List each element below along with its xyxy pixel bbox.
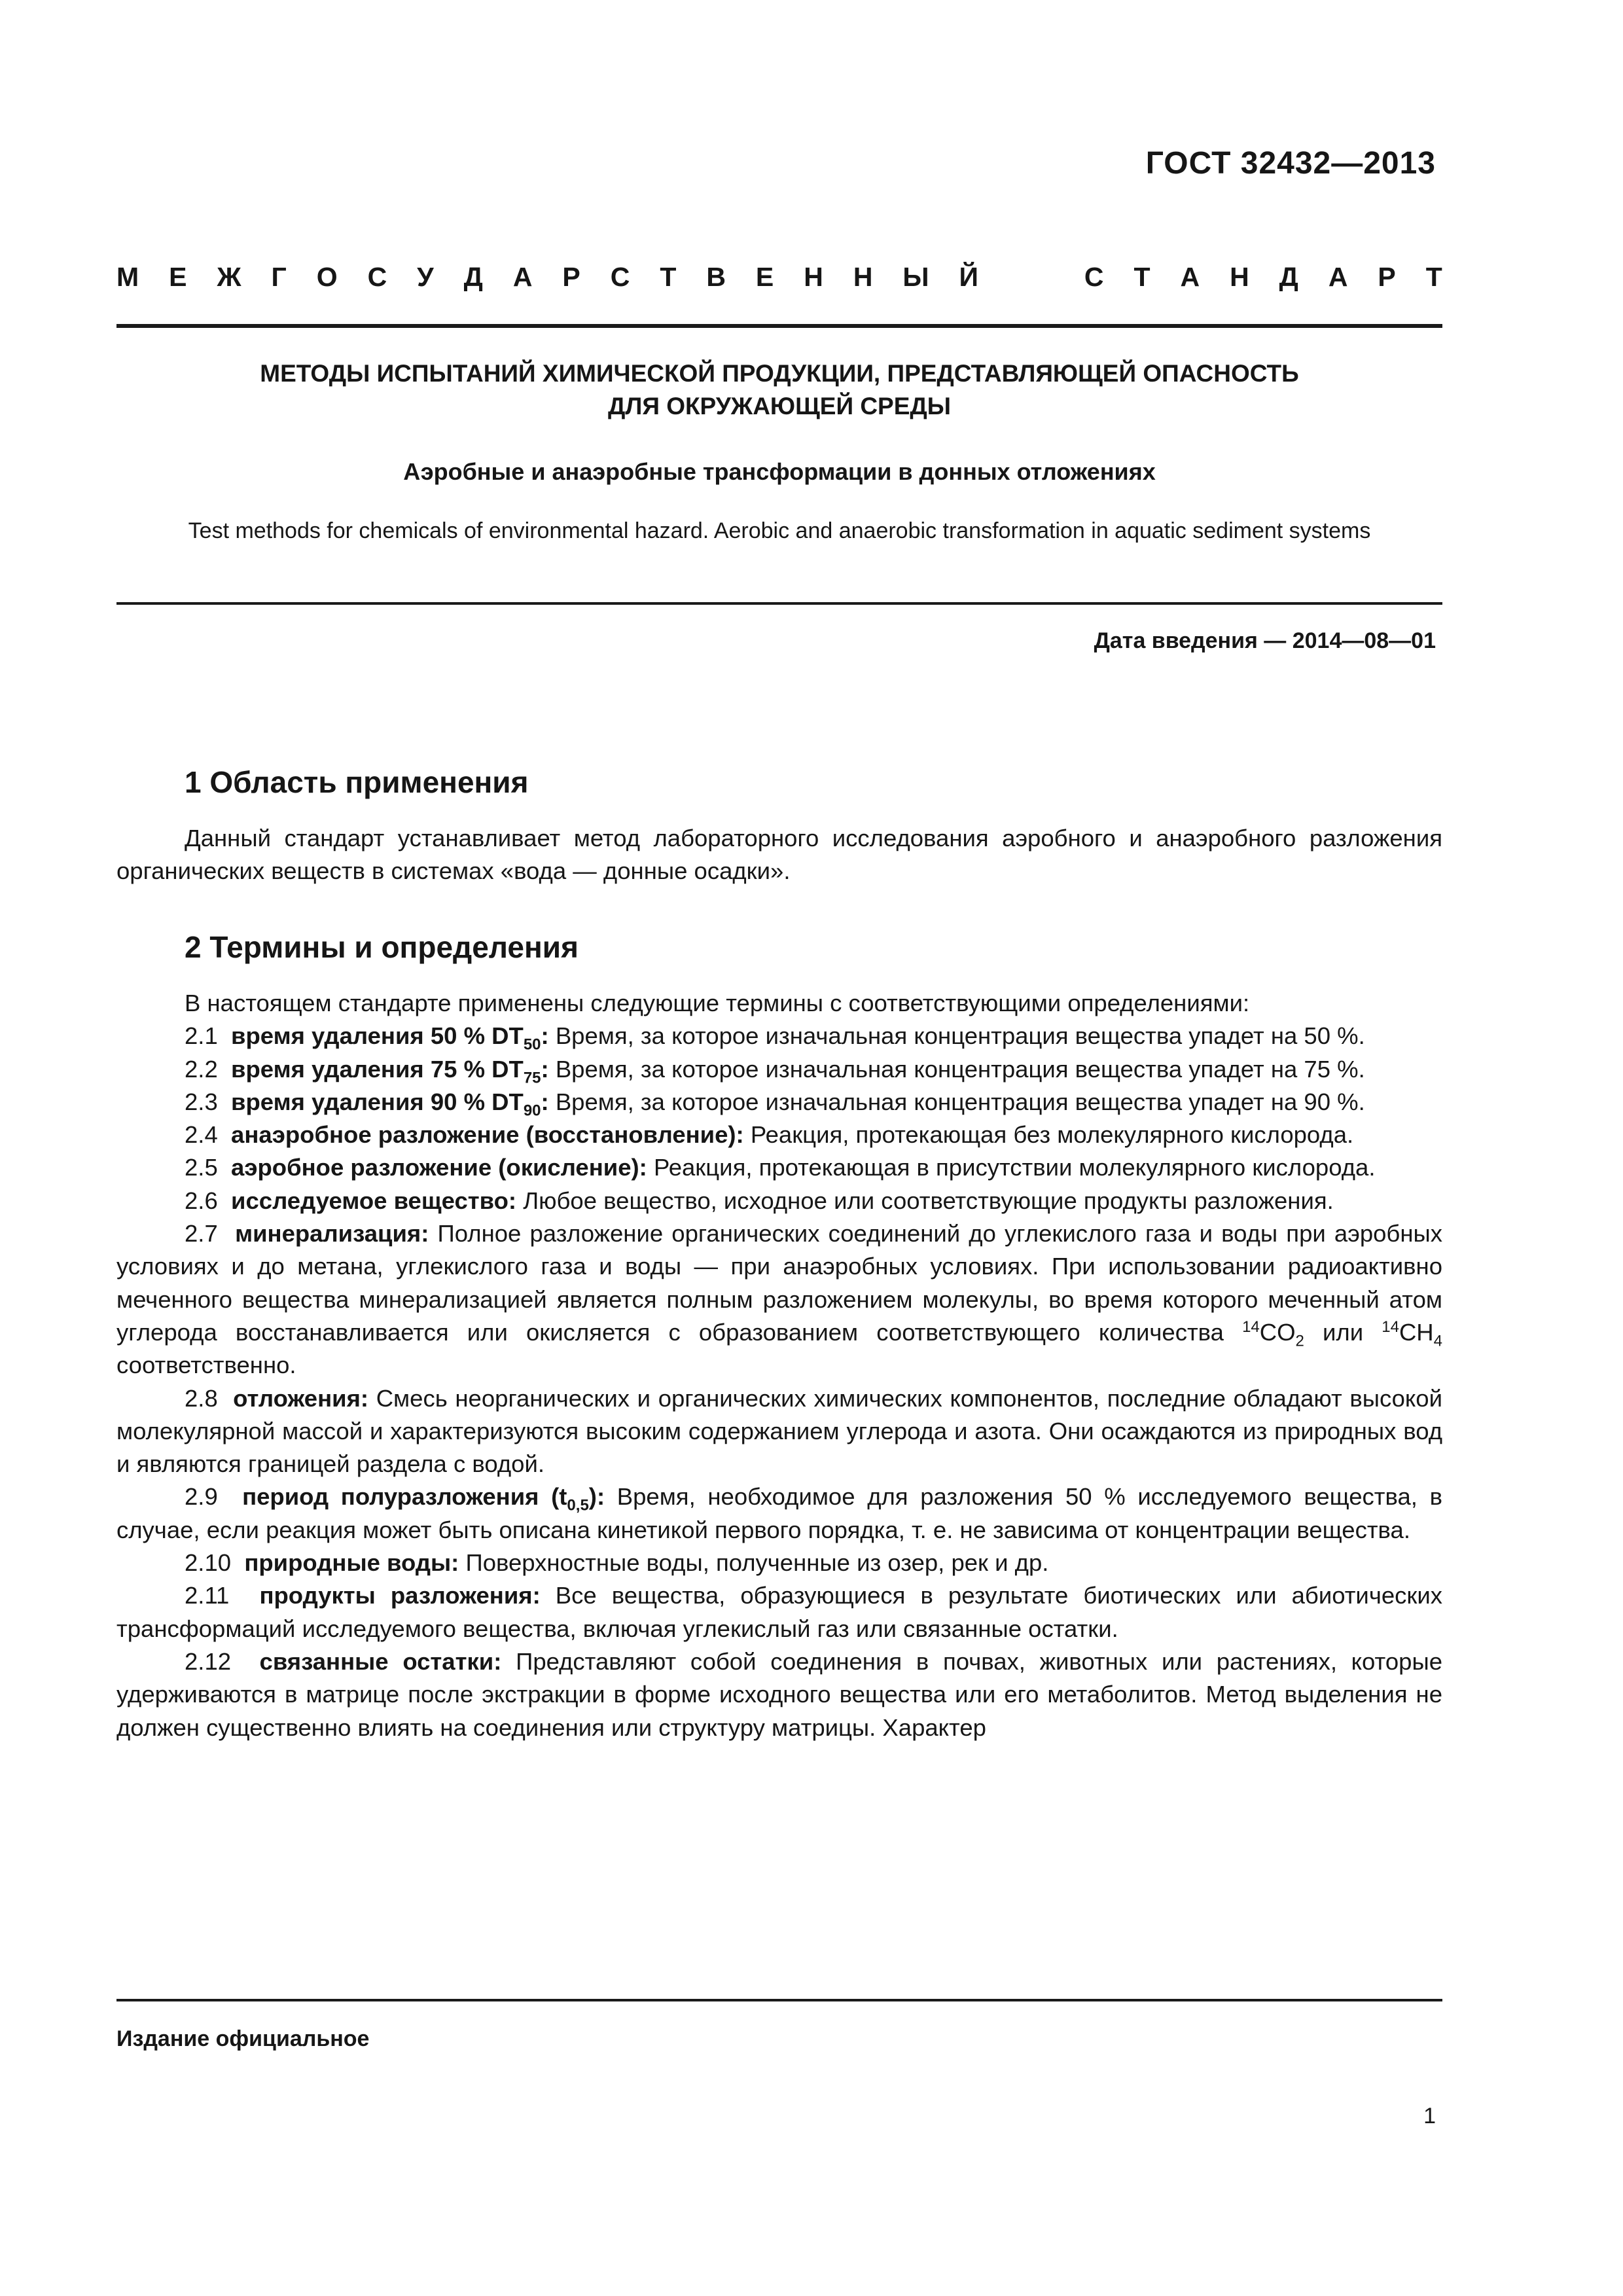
definition-number: 2.3 [185,1088,218,1115]
definition-2-9 [116,1480,1442,1547]
banner-letter: М [116,262,139,292]
banner-letter: Д [463,262,483,292]
definition-number: 2.8 [185,1384,218,1412]
definition-text: Время, за которое изначальная концентрация вещества упадет на 90 %. [548,1088,1365,1115]
definition-number: 2.4 [185,1121,218,1149]
definition-term: время удаления 90 % $DT_{90}$: [231,1088,549,1120]
definition-text: Любое вещество, исходное или соответствующие продукты разложения. [516,1187,1334,1214]
definition-text: Время, за которое изначальная концентрация вещества упадет на 50 %. [548,1022,1365,1050]
interstate-standard-banner [116,262,1442,293]
definition-number: 2.1 [185,1022,218,1050]
definition-2-11 [116,1579,1442,1645]
banner-letter: Н [804,262,823,292]
banner-letter: У [417,262,434,292]
definition-text: Все вещества, образующиеся в результате биотических или абиотических трансформаций исследуемого вещества, включая углекислый газ или связанные остатки. [116,1582,1442,1642]
definition-2-2 [116,1053,1442,1086]
definitions-intro: В настоящем стандарте применены следующие термины с соответствующими определениями: [185,990,1250,1016]
definition-term: период полуразложения $(t_{0,5})$: [242,1483,605,1515]
banner-letter: А [1328,262,1348,292]
banner-letter: Й [959,262,978,292]
footer-divider [116,1999,1442,2001]
banner-letter: А [512,262,533,292]
official-edition-label: Издание официальное [116,2026,370,2051]
definition-2-1 [116,1020,1442,1052]
banner-letter: Г [271,262,287,292]
section-1-heading: 1 Область применения [185,765,529,799]
banner-letter: Н [853,262,873,292]
definition-term: время удаления 50 % $DT_{50}$: [231,1022,549,1054]
banner-letter: Е [169,262,187,292]
definition-term: время удаления 75 % $DT_{75}$: [231,1055,549,1086]
banner-letter: С [367,262,387,292]
banner-letter: С [610,262,630,292]
definition-2-4 [116,1119,1442,1151]
banner-letter: Ы [902,262,929,292]
definition-text: Поверхностные воды, полученные из озер, рек и др. [459,1549,1049,1577]
banner-word-gap [1008,262,1054,293]
document-title [116,357,1442,423]
definition-number: 2.12 [185,1647,232,1675]
document-title-line-2: ДЛЯ ОКРУЖАЮЩЕЙ СРЕДЫ [608,393,951,420]
title-divider [116,602,1442,605]
page-number: 1 [1423,2104,1436,2128]
section-2-heading: 2 Термины и определения [185,930,579,964]
definition-2-10 [116,1547,1442,1579]
document-subtitle: Аэробные и анаэробные трансформации в донных отложениях [403,458,1156,485]
definition-term: природные воды: [244,1549,459,1577]
banner-letter: О [316,262,338,292]
definition-number: 2.6 [185,1187,218,1214]
definition-2-5 [116,1151,1442,1184]
banner-letter: Н [1230,262,1249,292]
banner-letter: А [1180,262,1200,292]
definition-text: Полное разложение органических соединений до углекислого газа и воды при аэробных условиях и до метана, углекислого газа и воды — при анаэробных условиях. При использовании радиоактивно меченного вещества минерализацией является полным разложением молекулы, во время которого меченный атом углерода восстанавливается или окисляется с образованием соответствующего количества [116,1220,1442,1346]
banner-letter: В [706,262,726,292]
definition-number: 2.10 [185,1549,232,1577]
section-1-paragraph: Данный стандарт устанавливает метод лабораторного исследования аэробного и анаэробного разложения органических веществ в системах «вода — донные осадки». [116,825,1442,885]
standard-code: ГОСТ 32432—2013 [1145,146,1436,181]
section-1-body [116,822,1442,888]
definition-number: 2.9 [185,1483,218,1511]
definition-term: продукты разложения: [259,1582,541,1609]
definition-term: аэробное разложение (окисление): [231,1154,647,1181]
english-title: Test methods for chemicals of environmental hazard. Aerobic and anaerobic transformation in aquatic sediment systems [188,518,1371,543]
definition-2-3 [116,1086,1442,1119]
definition-number: 2.2 [185,1055,218,1083]
header-divider [116,324,1442,328]
definition-term: минерализация: [235,1220,429,1247]
definition-2-6 [116,1185,1442,1217]
document-title-line-1: МЕТОДЫ ИСПЫТАНИЙ ХИМИЧЕСКОЙ ПРОДУКЦИИ, ПРЕДСТАВЛЯЮЩЕЙ ОПАСНОСТЬ [260,360,1299,387]
banner-letter: Е [755,262,774,292]
banner-letter: Р [562,262,580,292]
definition-text: Представляют собой соединения в почвах, животных или растениях, которые удерживаются в матрице после экстракции в форме исходного вещества или его метаболитов. Метод выделения не должен существенно влиять на соединения или структуру матрицы. Характер [116,1647,1442,1741]
banner-letter: Т [1425,262,1442,292]
banner-letter: Т [1133,262,1150,292]
definition-text: Реакция, протекающая в присутствии молекулярного кислорода. [647,1154,1376,1181]
definition-term: связанные остатки: [259,1647,502,1675]
definition-term: исследуемое вещество: [231,1187,517,1214]
definitions-list [116,987,1442,1744]
definition-number: 2.11 [185,1582,230,1609]
definition-2-12 [116,1645,1442,1744]
definition-2-7: 2.7 минерализация: Полное разложение органических соединений до углекислого газа и воды при аэробных условиях и до метана, углекислого газа и воды — при анаэробных условиях. При использовании радиоактивно меченного вещества минерализацией является полным разложением молекулы, во время которого меченный атом углерода восстанавливается или окисляется с образованием соответствующего количества $^{14}CO_2$ или $^{14}CH_4$ соответственно. [116,1220,1443,1379]
definition-term: отложения: [233,1384,369,1412]
definition-text: Реакция, протекающая без молекулярного кислорода. [743,1121,1354,1149]
definition-text: Время, за которое изначальная концентрация вещества упадет на 75 %. [548,1055,1365,1083]
definition-number: 2.5 [185,1154,218,1181]
definition-number: 2.7 [185,1220,218,1247]
banner-letter: Д [1279,262,1298,292]
introduction-date: Дата введения — 2014—08—01 [1094,628,1436,653]
banner-letter: Т [660,262,677,292]
banner-letter: Ж [217,262,241,292]
definition-text: Смесь неорганических и органических химических компонентов, последние обладают высокой молекулярной массой и характеризуются высоким содержанием углерода и азота. Они осаждаются из природных вод и являются границей раздела с водой. [116,1384,1442,1478]
banner-letter: С [1084,262,1104,292]
definition-text: Время, необходимое для разложения 50 % исследуемого вещества, в случае, если реакция может быть описана кинетикой первого порядка, т. е. не зависима от концентрации вещества. [116,1483,1442,1543]
definition-2-8 [116,1382,1442,1481]
definition-term: анаэробное разложение (восстановление): [231,1121,744,1149]
banner-letter: Р [1378,262,1396,292]
